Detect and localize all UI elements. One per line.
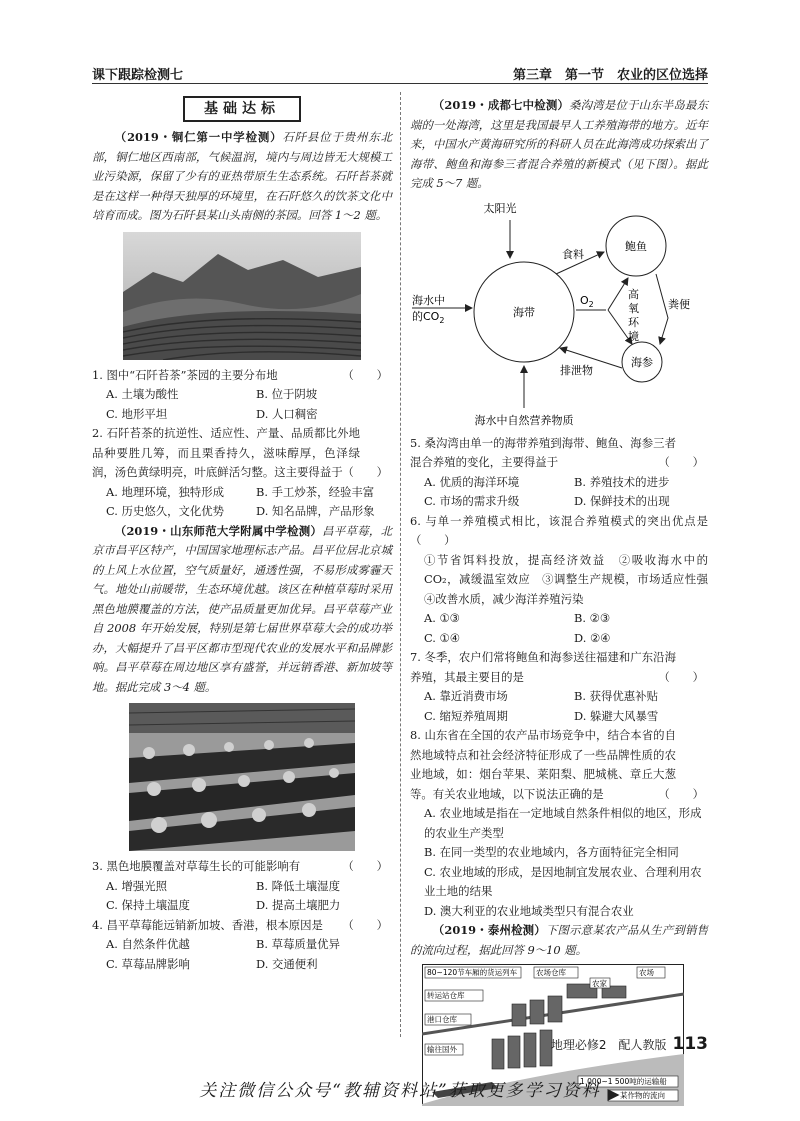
- passage-2-source: （2019・山东师范大学附属中学检测）: [114, 523, 323, 538]
- answer-blank: （ ）: [342, 859, 388, 873]
- option: D. 保鲜技术的出现: [574, 494, 670, 508]
- option: A. 农业地域是指在一定地域自然条件相似的地区，形成的农业生产类型: [424, 806, 702, 840]
- option: C. 保持土壤温度: [106, 898, 190, 912]
- watermark: 关注微信公众号“教辅资料站”获取更多学习资料: [199, 1081, 601, 1101]
- option: D. 知名品牌，产品形象: [256, 504, 375, 518]
- question-3-options: [92, 877, 392, 916]
- feces-arrow: [656, 274, 668, 344]
- option: C. ①④: [424, 630, 460, 645]
- page-footer: [551, 1034, 708, 1054]
- header-rule: [92, 83, 708, 84]
- export-label: 输往国外: [427, 1045, 457, 1054]
- question-1: [92, 366, 392, 386]
- option: C. 市场的需求升级: [424, 494, 520, 508]
- question-3: [92, 857, 392, 877]
- right-column: [410, 96, 720, 1106]
- question-7-options: [410, 687, 708, 726]
- passage-2-text: 昌平草莓，北京市昌平区特产，中国国家地理标志产品。昌平位居北京城的上风上水位置，空气质量好，通透性强，不易形成雾霾天气。地处山前暖带，生态环境优越。该区在种植草莓时采用黑色地膜覆盖的方法，使产品质量更加优异。昌平草莓产业自 2008 年开始发展，特别是第七届世界草莓大会的成功举办，大幅提升了昌平区都市型现代农业的发展水平和品牌影响。昌平草莓在周边地区享有盛誉，并远销香港、新加坡等地。据此完成 3～4 题。: [92, 523, 392, 694]
- question-5-options: [410, 473, 708, 512]
- header-left: 课下跟踪检测七: [92, 68, 184, 83]
- feces-label: 粪便: [668, 297, 690, 311]
- question-7-stem: 7. 冬季，农户们常将鲍鱼和海参送往福建和广东沿海养殖，其最主要目的是: [410, 650, 676, 684]
- answer-blank: （ ）: [342, 367, 388, 382]
- option: A. 地理环境，独特形成: [106, 484, 224, 499]
- option: A. 优质的海洋环境: [424, 474, 520, 489]
- strawberry-field-photo: [129, 703, 355, 851]
- option: B. 获得优惠补贴: [574, 689, 658, 703]
- question-6: [410, 512, 708, 551]
- option: C. 缩短养殖周期: [424, 708, 508, 723]
- passage-4: [410, 921, 708, 960]
- option: A. 自然条件优越: [106, 937, 190, 951]
- port-warehouse-label: 港口仓库: [427, 1015, 457, 1024]
- option: B. 养殖技术的进步: [574, 474, 670, 489]
- answer-blank: （ ）: [342, 917, 388, 932]
- option: C. 地形平坦: [106, 406, 168, 421]
- answer-blank: （ ）: [658, 786, 704, 801]
- question-1-options: [92, 385, 392, 424]
- tea-garden-photo: [123, 232, 361, 360]
- o2-text: O: [580, 293, 589, 307]
- nutrients-label: 海水中自然营养物质: [474, 413, 574, 427]
- question-6-stem: 6. 与单一养殖模式相比，该混合养殖模式的突出优点是（ ）: [410, 513, 708, 547]
- transfer-warehouse-label: 转运站仓库: [427, 991, 465, 1000]
- passage-2: [92, 522, 392, 698]
- abalone-label: 鲍鱼: [625, 239, 647, 253]
- hypoxia-char: 氧: [628, 301, 639, 315]
- question-5-stem: 5. 桑沟湾由单一的海带养殖到海带、鲍鱼、海参三者混合养殖的变化，主要得益于: [410, 435, 676, 469]
- question-6-options: [410, 609, 708, 648]
- food-label: 食料: [562, 247, 584, 261]
- farm-label: 农场: [639, 968, 654, 977]
- passage-1-text: 石阡县位于贵州东北部，铜仁地区西南部，气候温润，境内与周边皆无大规模工业污染源，保留了少有的亚热带原生生态系统。石阡苔茶就是在这样一种得天独厚的环境里，在石阡悠久的饮茶文化中培育而成。图为石阡县某山头南侧的茶园。回答 1～2 题。: [92, 130, 392, 222]
- option: C. 农业地域的形成，是因地制宜发展农业、合理利用农业土地的结果: [424, 864, 702, 898]
- question-8-stem: 8. 山东省在全国的农产品市场竞争中，结合本省的自然地域特点和社会经济特征形成了一些品牌性质的农业地域，如：烟台苹果、莱阳梨、肥城桃、章丘大葱等。有关农业地域，以下说法正确的是: [410, 728, 676, 801]
- option: D. 交通便利: [256, 956, 318, 971]
- o2-subscript: 2: [588, 299, 594, 309]
- left-column: [92, 96, 392, 974]
- header-right: 第三章 第一节 农业的区位选择: [512, 68, 708, 83]
- question-3-stem: 3. 黑色地膜覆盖对草莓生长的可能影响有: [92, 859, 301, 873]
- aquaculture-diagram: [410, 198, 708, 430]
- option: D. 提高土壤肥力: [256, 898, 341, 912]
- o2-label: [580, 294, 594, 309]
- hypoxia-char: 高: [628, 287, 639, 301]
- sea-cucumber-label: 海参: [631, 355, 653, 369]
- option: A. 增强光照: [106, 878, 168, 893]
- excreta-label: 排泄物: [560, 363, 593, 377]
- farm-warehouse-label: 农场仓库: [536, 968, 566, 977]
- question-4-stem: 4. 昌平草莓能远销新加坡、香港，根本原因是: [92, 917, 323, 932]
- co2-label-line2: [412, 310, 444, 325]
- passage-1-source: （2019・铜仁第一中学检测）: [114, 130, 283, 144]
- question-7: [410, 648, 708, 687]
- section-banner: 基础达标: [183, 96, 301, 122]
- option: A. 靠近消费市场: [424, 689, 508, 703]
- option: B. 降低土壤湿度: [256, 878, 340, 893]
- answer-blank: （ ）: [658, 455, 704, 469]
- co2-label-line1: 海水中: [412, 293, 445, 307]
- page-number: 113: [672, 1034, 708, 1054]
- option: D. ②④: [574, 630, 611, 645]
- hypoxia-char: 境: [628, 329, 639, 343]
- question-4-options: [92, 935, 392, 974]
- question-2-options: [92, 483, 392, 522]
- question-4: [92, 916, 392, 936]
- question-8: [410, 726, 708, 804]
- option: A. ①③: [424, 611, 460, 625]
- passage-4-source: （2019・泰州检测）: [432, 923, 546, 937]
- option: C. 草莓品牌影响: [106, 956, 190, 971]
- question-2: [92, 424, 392, 483]
- question-1-stem: 1. 图中“石阡苔茶”茶园的主要分布地: [92, 367, 278, 382]
- hypoxia-char: 环: [628, 315, 639, 329]
- answer-blank: （ ）: [342, 465, 388, 479]
- passage-3-source: （2019・成都七中检测）: [432, 98, 570, 112]
- passage-1: [92, 128, 392, 226]
- sun-label: 太阳光: [483, 201, 517, 215]
- farmhouse-label: 农家: [592, 979, 607, 988]
- passage-3-text: 桑沟湾是位于山东半岛最东端的一处海湾，这里是我国最早人工养殖海带的地方。近年来，中国水产黄海研究所的科研人员在此海湾成功探索出了海带、鲍鱼和海参三者混合养殖的新模式（见下图）。据此完成 5～7 题。: [410, 98, 708, 190]
- question-6-items: ①节省饵料投放，提高经济效益 ②吸收海水中的CO₂，减缓温室效应 ③调整生产规模，市场适应性强 ④改善水质，减少海洋养殖污染: [424, 552, 720, 606]
- option: D. 澳大利亚的农业地域类型只有混合农业: [424, 903, 634, 918]
- option: B. 位于阴坡: [256, 387, 318, 401]
- co2-subscript: 2: [439, 315, 445, 325]
- option: B. 手工炒茶，经验丰富: [256, 484, 375, 499]
- option: D. 人口稠密: [256, 406, 318, 421]
- freight-train-label: 80~120节车厢的货运列车: [427, 968, 518, 977]
- kelp-label: 海带: [513, 305, 535, 319]
- book-label: 地理必修2 配人教版: [550, 1038, 667, 1052]
- passage-4-text: 下图示意某农产品从生产到销售的流向过程，据此回答 9～10 题。: [410, 923, 708, 957]
- answer-blank: （ ）: [658, 669, 704, 684]
- question-5: [410, 434, 708, 473]
- option: C. 历史悠久，文化优势: [106, 504, 225, 518]
- passage-3: [410, 96, 708, 194]
- option: A. 土壤为酸性: [106, 387, 179, 401]
- option: B. 在同一类型的农业地域内，各方面特征完全相同: [424, 845, 679, 859]
- question-2-stem: 2. 石阡苔茶的抗逆性、适应性、产量、品质都比外地品种要胜几筹，而且栗香持久，滋味醇厚，色泽绿润，汤色黄绿明亮，叶底鲜活匀整。这主要得益于: [92, 426, 360, 479]
- ship-label: 1 000~1 500吨的运输船: [580, 1077, 667, 1086]
- co2-text: 的CO: [412, 309, 440, 323]
- o2-to-abalone-arrow: [608, 278, 628, 310]
- option: D. 躲避大风暴雪: [574, 708, 659, 723]
- legend-label: 某作物的流向: [620, 1091, 665, 1100]
- option: B. ②③: [574, 611, 611, 625]
- option: B. 草莓质量优异: [256, 937, 340, 951]
